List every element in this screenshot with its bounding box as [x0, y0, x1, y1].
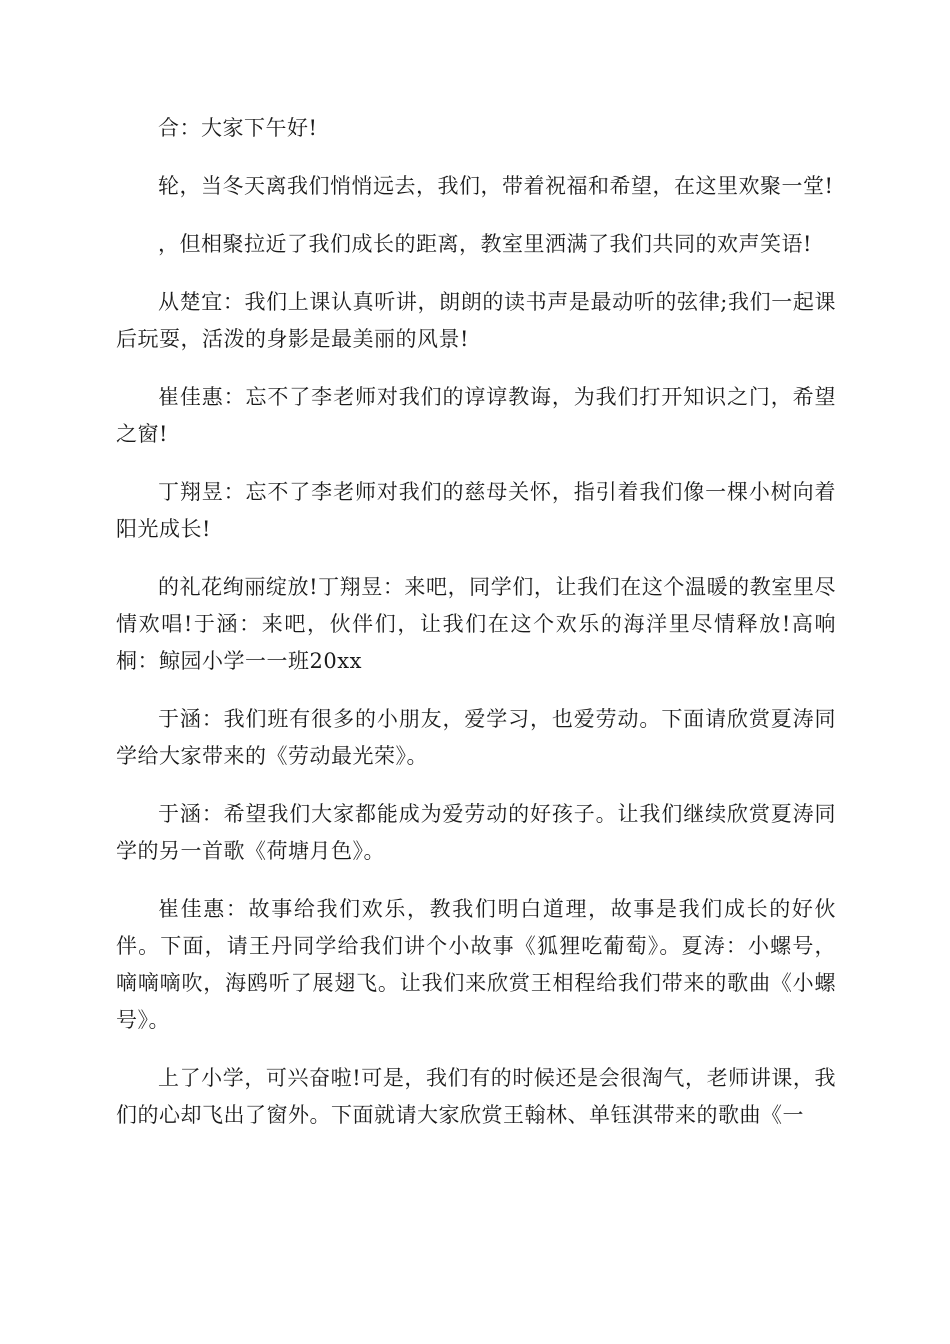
paragraph: 合：大家下午好!: [158, 116, 318, 140]
paragraph: 于涵：希望我们大家都能成为爱劳动的好孩子。让我们继续欣赏夏涛同学的另一首歌《荷塘月色》。: [116, 802, 836, 863]
paragraph: ，但相聚拉近了我们成长的距离，教室里洒满了我们共同的欢声笑语!: [158, 232, 812, 256]
paragraph: 轮，当冬天离我们悄悄远去，我们，带着祝福和希望，在这里欢聚一堂!: [158, 174, 834, 198]
paragraph: 丁翔昱：忘不了李老师对我们的慈母关怀，指引着我们像一棵小树向着阳光成长!: [116, 480, 836, 541]
paragraph: 上了小学，可兴奋啦!可是，我们有的时候还是会很淘气，老师讲课，我们的心却飞出了窗外。下面就请大家欣赏王翰林、单钰淇带来的歌曲《一: [116, 1066, 836, 1127]
paragraph: 崔佳惠：忘不了李老师对我们的谆谆教诲，为我们打开知识之门，希望之窗!: [116, 385, 836, 446]
paragraph: 于涵：我们班有很多的小朋友，爱学习，也爱劳动。下面请欣赏夏涛同学给大家带来的《劳动最光荣》。: [116, 707, 836, 768]
paragraph: 的礼花绚丽绽放!丁翔昱：来吧，同学们，让我们在这个温暖的教室里尽情欢唱!于涵：来吧，伙伴们，让我们在这个欢乐的海洋里尽情释放!高响桐：鲸园小学一一班20xx: [116, 575, 836, 673]
document-page: [116, 110, 836, 1155]
paragraph: 崔佳惠：故事给我们欢乐，教我们明白道理，故事是我们成长的好伙伴。下面，请王丹同学给我们讲个小故事《狐狸吃葡萄》。夏涛：小螺号，嘀嘀嘀吹，海鸥听了展翅飞。让我们来欣赏王相程给我们带来的歌曲《小螺号》。: [116, 897, 836, 1032]
paragraph: 从楚宜：我们上课认真听讲，朗朗的读书声是最动听的弦律;我们一起课后玩耍，活泼的身影是最美丽的风景!: [116, 290, 836, 351]
